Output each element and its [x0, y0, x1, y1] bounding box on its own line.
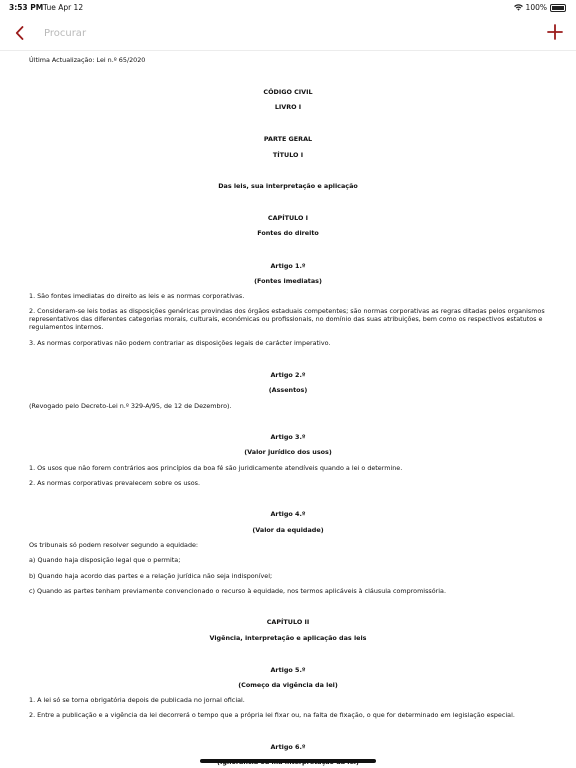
- wifi-icon: [514, 4, 523, 11]
- battery-icon: [550, 4, 566, 12]
- article5-heading: Artigo 5.º: [270, 666, 306, 674]
- article4-item-b: b) Quando haja acordo das partes e a relação jurídica não seja indisponível;: [29, 572, 273, 580]
- article5-paragraph2: 2. Entre a publicação e a vigência da lei decorrerá o tempo que a própria lei fixar ou, na falta de fixação, o que for determinado em legislação especial.: [29, 711, 515, 719]
- article4-item-a: a) Quando haja disposição legal que o permita;: [29, 556, 181, 564]
- home-indicator[interactable]: [200, 759, 376, 763]
- status-bar: [0, 0, 576, 14]
- chevron-left-icon: [15, 26, 24, 40]
- add-button[interactable]: [546, 23, 564, 41]
- book-heading: LIVRO I: [274, 103, 302, 111]
- article4-intro: Os tribunais só podem resolver segundo a equidade:: [29, 541, 199, 549]
- article5-paragraph1: 1. A lei só se torna obrigatória depois de publicada no jornal oficial.: [29, 696, 245, 704]
- battery-percent: 100%: [525, 3, 547, 12]
- article2-paragraph1: (Revogado pelo Decreto-Lei n.º 329-A/95, de 12 de Dezembro).: [29, 402, 232, 410]
- article1-paragraph2-line3: regulamentos internos.: [29, 323, 104, 331]
- title-heading: TÍTULO I: [272, 151, 304, 159]
- status-date: Tue Apr 12: [43, 3, 84, 12]
- article2-heading: Artigo 2.º: [270, 371, 306, 379]
- article5-name: (Começo da vigência da lei): [238, 681, 338, 689]
- status-time: 3:53 PM: [9, 3, 44, 12]
- article2-name: (Assentos): [268, 386, 308, 394]
- article3-paragraph1: 1. Os usos que não forem contrários aos princípios da boa fé são juridicamente atendíveis quando a lei o determine.: [29, 464, 403, 472]
- article1-paragraph2-line2: representativos das diferentes categorias morais, culturais, económicas ou profissionais, no domínio das suas atribuições, bem como os respectivos estatutos e: [29, 315, 543, 323]
- chapter2-heading: CAPÍTULO II: [266, 618, 310, 626]
- article1-name: (Fontes imediatas): [254, 277, 322, 285]
- back-button[interactable]: [11, 24, 27, 42]
- article3-name: (Valor jurídico dos usos): [244, 448, 332, 456]
- search-input[interactable]: [38, 21, 540, 45]
- chapter2-name: Vigência, interpretação e aplicação das leis: [209, 634, 367, 642]
- article1-paragraph2-line1: 2. Consideram-se leis todas as disposições genéricas provindas dos órgãos estaduais competentes; são normas corporativas as regras ditadas pelos organismos: [29, 307, 545, 315]
- article3-paragraph2: 2. As normas corporativas prevalecem sobre os usos.: [29, 479, 200, 487]
- document-view[interactable]: [0, 50, 576, 768]
- article1-paragraph3: 3. As normas corporativas não podem contrariar as disposições legais de carácter imperativo.: [29, 339, 331, 347]
- article4-item-c: c) Quando as partes tenham previamente convencionado o recurso à equidade, nos termos aplicáveis à cláusula compromissória.: [29, 587, 447, 595]
- update-note: Última Actualização: Lei n.º 65/2020: [29, 56, 146, 64]
- article4-heading: Artigo 4.º: [270, 510, 306, 518]
- chapter1-heading: CAPÍTULO I: [267, 214, 309, 222]
- article6-heading: Artigo 6.º: [270, 743, 306, 751]
- battery-fill: [552, 6, 564, 10]
- title-name: Das leis, sua interpretação e aplicação: [218, 182, 358, 190]
- article1-paragraph1: 1. São fontes imediatas do direito as leis e as normas corporativas.: [29, 292, 245, 300]
- status-right: [514, 3, 566, 12]
- part-heading: PARTE GERAL: [263, 135, 313, 143]
- article1-heading: Artigo 1.º: [270, 262, 306, 270]
- chapter1-name: Fontes do direito: [257, 229, 319, 237]
- code-title: CÓDIGO CIVIL: [263, 88, 313, 96]
- article4-name: (Valor da equidade): [252, 526, 324, 534]
- article3-heading: Artigo 3.º: [270, 433, 306, 441]
- navbar: [0, 16, 576, 51]
